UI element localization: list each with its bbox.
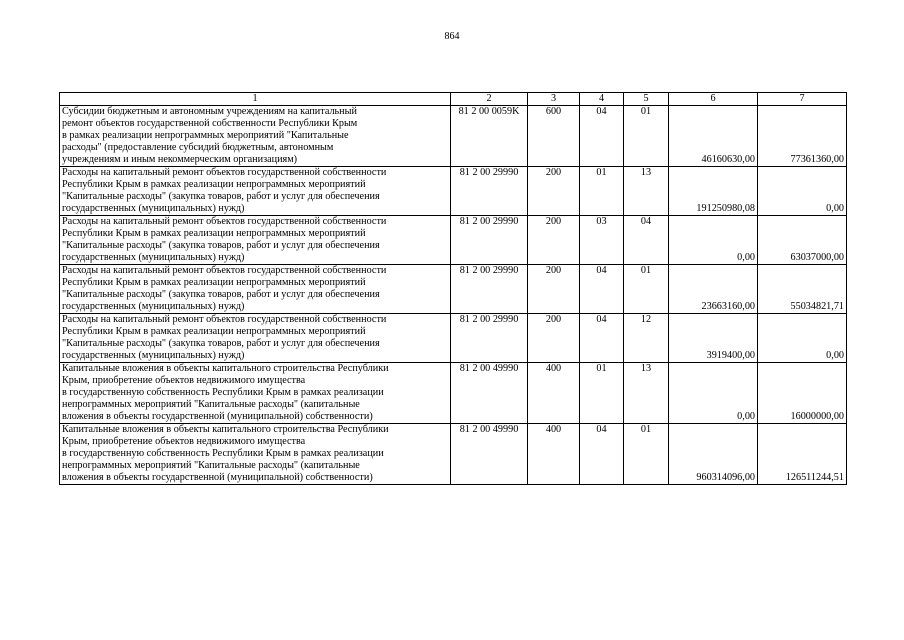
target-code-cell: 81 2 00 49990 [451, 363, 528, 424]
expense-name-cell [60, 363, 451, 424]
section-cell: 01 [580, 363, 624, 424]
subsection-cell: 01 [624, 265, 669, 314]
column-number-header: 6 [669, 93, 758, 106]
column-number-row [60, 93, 847, 106]
section-cell: 03 [580, 216, 624, 265]
expense-name-line: вложения в объекты государственной (муниципальной) собственности) [62, 411, 373, 422]
expense-name-cell [60, 106, 451, 167]
target-code-cell: 81 2 00 0059K [451, 106, 528, 167]
column-number-header: 7 [758, 93, 847, 106]
expense-name-line: в государственную собственность Республики Крым в рамках реализации [62, 387, 384, 398]
expense-type-cell: 400 [528, 424, 580, 485]
expense-name-line: непрограммных мероприятий "Капитальные расходы" (капитальные [62, 460, 360, 471]
expense-name-line: Республики Крым в рамках реализации непрограммных мероприятий [62, 277, 366, 288]
expense-name-line: Расходы на капитальный ремонт объектов государственной собственности [62, 314, 387, 325]
column-number-header: 5 [624, 93, 669, 106]
expense-name-line: Расходы на капитальный ремонт объектов государственной собственности [62, 265, 387, 276]
amount-year-2-cell: 55034821,71 [758, 265, 847, 314]
expense-name-line: Капитальные вложения в объекты капитального строительства Республики [62, 424, 389, 435]
section-cell: 01 [580, 167, 624, 216]
target-code-cell: 81 2 00 29990 [451, 167, 528, 216]
expense-name-line: Крым, приобретение объектов недвижимого имущества [62, 436, 306, 447]
expense-name-cell [60, 424, 451, 485]
amount-year-2-cell: 63037000,00 [758, 216, 847, 265]
expense-name-line: государственных (муниципальных) нужд) [62, 252, 245, 263]
expense-type-cell: 200 [528, 167, 580, 216]
expense-type-cell: 400 [528, 363, 580, 424]
table-row [60, 363, 847, 424]
section-cell: 04 [580, 424, 624, 485]
subsection-cell: 13 [624, 363, 669, 424]
expense-name-line: Расходы на капитальный ремонт объектов государственной собственности [62, 167, 387, 178]
target-code-cell: 81 2 00 29990 [451, 314, 528, 363]
expense-name-line: ремонт объектов государственной собственности Республики Крым [62, 118, 358, 129]
subsection-cell: 01 [624, 424, 669, 485]
target-code-cell: 81 2 00 29990 [451, 265, 528, 314]
table-row [60, 167, 847, 216]
subsection-cell: 12 [624, 314, 669, 363]
subsection-cell: 04 [624, 216, 669, 265]
expense-name-line: Республики Крым в рамках реализации непрограммных мероприятий [62, 326, 366, 337]
expense-name-line: учреждениям и иным некоммерческим организациям) [62, 154, 298, 165]
target-code-cell: 81 2 00 49990 [451, 424, 528, 485]
expense-type-cell: 200 [528, 265, 580, 314]
amount-year-2-cell: 16000000,00 [758, 363, 847, 424]
expense-name-line: в государственную собственность Республики Крым в рамках реализации [62, 448, 384, 459]
column-number-header: 2 [451, 93, 528, 106]
section-cell: 04 [580, 265, 624, 314]
expense-name-line: "Капитальные расходы" (закупка товаров, работ и услуг для обеспечения [62, 289, 380, 300]
expense-name-line: непрограммных мероприятий "Капитальные расходы" (капитальные [62, 399, 360, 410]
expense-name-cell [60, 265, 451, 314]
section-cell: 04 [580, 314, 624, 363]
expense-name-line: в рамках реализации непрограммных мероприятий "Капитальные [62, 130, 349, 141]
expense-type-cell: 200 [528, 314, 580, 363]
expense-name-line: "Капитальные расходы" (закупка товаров, работ и услуг для обеспечения [62, 338, 380, 349]
expense-name-line: Республики Крым в рамках реализации непрограммных мероприятий [62, 179, 366, 190]
table-row [60, 265, 847, 314]
amount-year-2-cell: 0,00 [758, 314, 847, 363]
expense-name-cell [60, 216, 451, 265]
amount-year-1-cell: 3919400,00 [669, 314, 758, 363]
amount-year-1-cell: 960314096,00 [669, 424, 758, 485]
column-number-header: 3 [528, 93, 580, 106]
amount-year-1-cell: 0,00 [669, 216, 758, 265]
amount-year-2-cell: 77361360,00 [758, 106, 847, 167]
column-number-header: 1 [60, 93, 451, 106]
table-row [60, 314, 847, 363]
expense-name-cell [60, 314, 451, 363]
expense-name-line: Крым, приобретение объектов недвижимого имущества [62, 375, 306, 386]
subsection-cell: 13 [624, 167, 669, 216]
table-row [60, 424, 847, 485]
table-row [60, 106, 847, 167]
amount-year-2-cell: 0,00 [758, 167, 847, 216]
amount-year-2-cell: 126511244,51 [758, 424, 847, 485]
expense-name-line: государственных (муниципальных) нужд) [62, 301, 245, 312]
section-cell: 04 [580, 106, 624, 167]
expense-name-line: государственных (муниципальных) нужд) [62, 203, 245, 214]
expense-name-line: Расходы на капитальный ремонт объектов государственной собственности [62, 216, 387, 227]
expense-name-line: Субсидии бюджетным и автономным учреждениям на капитальный [62, 106, 357, 117]
page-number: 864 [444, 31, 460, 42]
amount-year-1-cell: 46160630,00 [669, 106, 758, 167]
column-number-header: 4 [580, 93, 624, 106]
expense-type-cell: 200 [528, 216, 580, 265]
amount-year-1-cell: 191250980,08 [669, 167, 758, 216]
expense-name-line: "Капитальные расходы" (закупка товаров, работ и услуг для обеспечения [62, 240, 380, 251]
expense-name-line: Республики Крым в рамках реализации непрограммных мероприятий [62, 228, 366, 239]
expense-type-cell: 600 [528, 106, 580, 167]
expense-name-line: расходы" (предоставление субсидий бюджетным, автономным [62, 142, 334, 153]
budget-table [59, 92, 847, 485]
amount-year-1-cell: 23663160,00 [669, 265, 758, 314]
expense-name-line: государственных (муниципальных) нужд) [62, 350, 245, 361]
expense-name-line: вложения в объекты государственной (муниципальной) собственности) [62, 472, 373, 483]
table-row [60, 216, 847, 265]
expense-name-cell [60, 167, 451, 216]
amount-year-1-cell: 0,00 [669, 363, 758, 424]
expense-name-line: "Капитальные расходы" (закупка товаров, работ и услуг для обеспечения [62, 191, 380, 202]
target-code-cell: 81 2 00 29990 [451, 216, 528, 265]
subsection-cell: 01 [624, 106, 669, 167]
expense-name-line: Капитальные вложения в объекты капитального строительства Республики [62, 363, 389, 374]
